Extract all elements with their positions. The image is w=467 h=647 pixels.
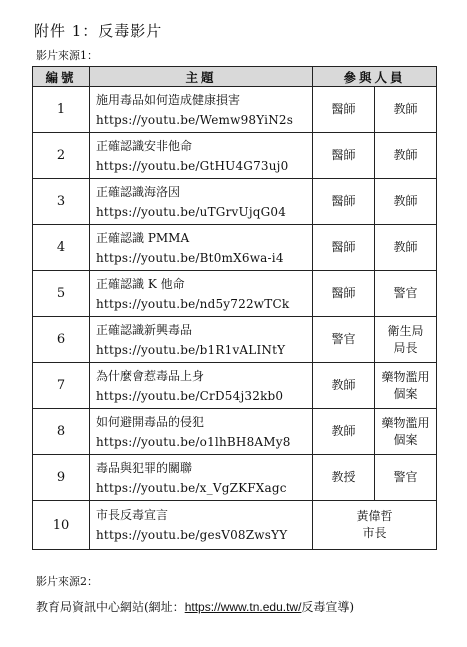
participant-2: 教師	[375, 133, 437, 179]
participant-1: 教師	[313, 409, 375, 455]
video-link[interactable]: https://youtu.be/GtHU4G73uj0	[96, 158, 289, 173]
table-row	[33, 87, 437, 133]
video-title: 施用毒品如何造成健康損害	[96, 92, 241, 107]
video-link[interactable]: https://youtu.be/x_VgZKFXagc	[96, 480, 287, 495]
participant-1: 警官	[313, 317, 375, 363]
video-title: 為什麼會惹毒品上身	[96, 368, 205, 383]
video-link[interactable]: https://youtu.be/nd5y722wTCk	[96, 296, 290, 311]
source-2-label: 影片來源2：	[36, 575, 98, 588]
footer-suffix: 反毒宣導)	[301, 600, 355, 614]
participant-2: 教師	[375, 225, 437, 271]
footer-prefix: 教育局資訊中心網站(網址：	[36, 600, 185, 614]
video-title: 如何避開毒品的侵犯	[96, 414, 205, 429]
participant-1: 教授	[313, 455, 375, 501]
participant-2-line-2: 個案	[393, 432, 418, 447]
video-link[interactable]: https://youtu.be/Bt0mX6wa-i4	[96, 250, 284, 265]
participant-2-line-1: 衛生局	[387, 323, 424, 338]
table-row	[33, 225, 437, 271]
row-topic	[90, 133, 313, 179]
document-title: 附件 1：反毒影片	[34, 22, 163, 40]
table-row	[33, 133, 437, 179]
table-row	[33, 271, 437, 317]
footer-line	[36, 598, 354, 615]
participant-2: 警官	[375, 271, 437, 317]
row-number: 2	[33, 133, 90, 179]
participant-1: 醫師	[313, 271, 375, 317]
row-topic	[90, 179, 313, 225]
participant-1: 醫師	[313, 225, 375, 271]
video-table	[32, 66, 437, 550]
website-link[interactable]: https://www.tn.edu.tw/	[184, 600, 302, 614]
video-link[interactable]: https://youtu.be/uTGrvUjqG04	[96, 204, 287, 219]
row-number: 1	[33, 87, 90, 133]
video-link[interactable]: https://youtu.be/gesV08ZwsYY	[96, 528, 288, 542]
video-title: 毒品與犯罪的關聯	[96, 460, 193, 475]
video-title: 正確認識 K 他命	[96, 276, 185, 291]
header-topic: 主題	[90, 67, 313, 87]
row-number: 5	[33, 271, 90, 317]
video-title: 市長反毒宣言	[96, 508, 169, 522]
video-link[interactable]: https://youtu.be/CrD54j32kb0	[96, 388, 284, 403]
row-number: 3	[33, 179, 90, 225]
row-number: 4	[33, 225, 90, 271]
participant-2	[375, 363, 437, 409]
row-number: 6	[33, 317, 90, 363]
row-topic	[90, 271, 313, 317]
row-topic	[90, 363, 313, 409]
participant-2: 警官	[375, 455, 437, 501]
participant-2-line-1: 藥物濫用	[381, 415, 430, 430]
table-row	[33, 409, 437, 455]
video-title: 正確認識 PMMA	[96, 230, 190, 245]
video-title: 正確認識新興毒品	[96, 322, 193, 337]
row-topic	[90, 317, 313, 363]
participant-1: 教師	[313, 363, 375, 409]
video-link[interactable]: https://youtu.be/b1R1vALINtY	[96, 342, 286, 357]
source-1-label: 影片來源1：	[36, 49, 98, 62]
table-row	[33, 363, 437, 409]
video-link[interactable]: https://youtu.be/o1lhBH8AMy8	[96, 434, 291, 449]
participant-2-line-2: 局長	[393, 340, 418, 355]
row-number: 8	[33, 409, 90, 455]
video-link[interactable]: https://youtu.be/Wemw98YiN2s	[96, 112, 294, 127]
video-title: 正確認識安非他命	[96, 138, 193, 153]
row-topic	[90, 225, 313, 271]
row-number: 7	[33, 363, 90, 409]
row-topic	[90, 455, 313, 501]
video-title: 正確認識海洛因	[96, 184, 181, 199]
participant-name: 黃偉哲	[356, 509, 393, 523]
row-topic	[90, 409, 313, 455]
row-number: 9	[33, 455, 90, 501]
row-topic	[90, 501, 313, 550]
participant-2	[375, 317, 437, 363]
table-row	[33, 455, 437, 501]
table-header-row	[33, 67, 437, 87]
participant-role: 市長	[362, 526, 387, 540]
header-participants: 參與人員	[313, 67, 437, 87]
participant-1: 醫師	[313, 87, 375, 133]
participant-2: 教師	[375, 179, 437, 225]
participant-2-line-1: 藥物濫用	[381, 369, 430, 384]
participant-2	[375, 409, 437, 455]
participant-2: 教師	[375, 87, 437, 133]
participant-1: 醫師	[313, 179, 375, 225]
table-row	[33, 317, 437, 363]
participant-combined	[313, 501, 437, 550]
header-number: 編號	[33, 67, 90, 87]
table-row	[33, 501, 437, 550]
participant-2-line-2: 個案	[393, 386, 418, 401]
participant-1: 醫師	[313, 133, 375, 179]
row-topic	[90, 87, 313, 133]
table-row	[33, 179, 437, 225]
row-number: 10	[33, 501, 90, 550]
